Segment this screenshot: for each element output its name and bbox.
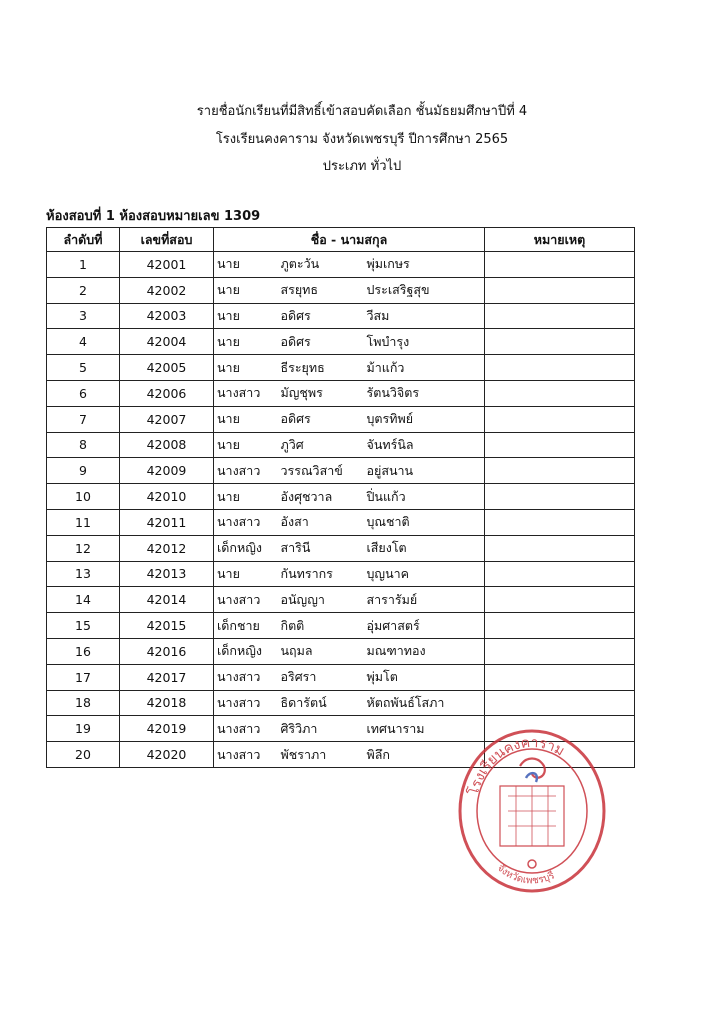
table-row [47,509,635,535]
col-header-note: หมายเหตุ [485,228,635,252]
cell-prefix: นาย [214,277,281,303]
cell-last-name: เทศนาราม [367,716,485,742]
cell-exam-id: 42017 [120,664,214,690]
cell-note [485,458,635,484]
cell-order: 2 [47,277,120,303]
cell-prefix: นางสาว [214,716,281,742]
table-row [47,664,635,690]
stamp-text-bottom: จังหวัดเพชรบุรี [494,862,557,887]
document-title-line-1: รายชื่อนักเรียนที่มีสิทธิ์เข้าสอบคัดเลือก ชั้นมัธยมศึกษาปีที่ 4 [196,104,528,119]
cell-last-name: บุญนาค [367,561,485,587]
cell-note [485,587,635,613]
cell-exam-id: 42005 [120,355,214,381]
table-header-row [47,228,635,252]
cell-note [485,509,635,535]
cell-order: 6 [47,380,120,406]
cell-note [485,380,635,406]
table-row [47,535,635,561]
cell-prefix: นาย [214,432,281,458]
cell-last-name: อยู่สนาน [367,458,485,484]
cell-exam-id: 42014 [120,587,214,613]
col-header-order: ลำดับที่ [47,228,120,252]
cell-first-name: นฤมล [281,638,367,664]
cell-last-name: อุ่มศาสตร์ [367,613,485,639]
cell-prefix: นาย [214,561,281,587]
cell-last-name: พิลึก [367,742,485,768]
cell-note [485,535,635,561]
cell-prefix: เด็กหญิง [214,535,281,561]
table-row [47,380,635,406]
cell-prefix: นาย [214,406,281,432]
cell-prefix: นางสาว [214,458,281,484]
cell-note [485,355,635,381]
svg-text:จังหวัดเพชรบุรี [495,863,557,887]
table-body [47,252,635,768]
cell-prefix: เด็กหญิง [214,638,281,664]
cell-first-name: กิตติ [281,613,367,639]
cell-note [485,329,635,355]
cell-prefix: เด็กชาย [214,613,281,639]
cell-exam-id: 42019 [120,716,214,742]
cell-last-name: ปิ่นแก้ว [367,484,485,510]
cell-prefix: นาย [214,303,281,329]
cell-order: 13 [47,561,120,587]
cell-last-name: สารารัมย์ [367,587,485,613]
cell-prefix: นาย [214,355,281,381]
cell-order: 9 [47,458,120,484]
cell-first-name: วรรณวิสาข์ [281,458,367,484]
cell-exam-id: 42007 [120,406,214,432]
table-row [47,458,635,484]
cell-note [485,406,635,432]
cell-prefix: นาย [214,252,281,278]
cell-prefix: นาย [214,484,281,510]
table-row [47,252,635,278]
cell-first-name: ภูตะวัน [281,252,367,278]
cell-note [485,277,635,303]
cell-first-name: ศิริวิภา [281,716,367,742]
cell-prefix: นางสาว [214,742,281,768]
cell-order: 18 [47,690,120,716]
col-header-exam-id: เลขที่สอบ [120,228,214,252]
table-row [47,277,635,303]
cell-order: 17 [47,664,120,690]
cell-note [485,484,635,510]
cell-first-name: อดิศร [281,329,367,355]
cell-prefix: นาย [214,329,281,355]
cell-first-name: มัญชุพร [281,380,367,406]
col-header-name: ชื่อ - นามสกุล [214,228,485,252]
cell-exam-id: 42010 [120,484,214,510]
cell-last-name: เสียงโต [367,535,485,561]
table-row [47,432,635,458]
table-row [47,406,635,432]
cell-first-name: พัชราภา [281,742,367,768]
cell-last-name: บุณชาติ [367,509,485,535]
cell-first-name: กันทรากร [281,561,367,587]
cell-note [485,252,635,278]
cell-exam-id: 42015 [120,613,214,639]
table-row [47,561,635,587]
cell-first-name: อดิศร [281,406,367,432]
school-seal-stamp [456,726,608,896]
cell-last-name: พุ่มโต [367,664,485,690]
cell-first-name: อังสา [281,509,367,535]
cell-note [485,432,635,458]
cell-order: 16 [47,638,120,664]
cell-last-name: จันทร์นิล [367,432,485,458]
cell-exam-id: 42003 [120,303,214,329]
cell-prefix: นางสาว [214,664,281,690]
exam-room-label: ห้องสอบที่ 1 ห้องสอบหมายเลข 1309 [46,209,261,224]
cell-order: 3 [47,303,120,329]
cell-exam-id: 42008 [120,432,214,458]
stamp-text-top: โรงเรียนคงคาราม [465,734,568,798]
table-row [47,329,635,355]
cell-first-name: ธิดารัตน์ [281,690,367,716]
cell-prefix: นางสาว [214,690,281,716]
cell-last-name: หัตถพันธ์โสภา [367,690,485,716]
table-row [47,355,635,381]
cell-last-name: ม้าแก้ว [367,355,485,381]
cell-exam-id: 42013 [120,561,214,587]
cell-order: 5 [47,355,120,381]
document-title-line-2: โรงเรียนคงคาราม จังหวัดเพชรบุรี ปีการศึกษา 2565 [215,132,509,147]
cell-exam-id: 42016 [120,638,214,664]
cell-first-name: อังศุชวาล [281,484,367,510]
cell-exam-id: 42004 [120,329,214,355]
cell-order: 19 [47,716,120,742]
cell-last-name: บุตรทิพย์ [367,406,485,432]
cell-order: 4 [47,329,120,355]
cell-order: 12 [47,535,120,561]
cell-first-name: ภูวิศ [281,432,367,458]
cell-order: 15 [47,613,120,639]
cell-order: 20 [47,742,120,768]
cell-exam-id: 42011 [120,509,214,535]
cell-last-name: มณฑาทอง [367,638,485,664]
cell-note [485,690,635,716]
cell-order: 11 [47,509,120,535]
table-row [47,587,635,613]
cell-last-name: วีสม [367,303,485,329]
cell-note [485,664,635,690]
cell-exam-id: 42006 [120,380,214,406]
cell-first-name: อนัญญา [281,587,367,613]
cell-note [485,638,635,664]
cell-last-name: ประเสริฐสุข [367,277,485,303]
cell-exam-id: 42002 [120,277,214,303]
cell-first-name: สารินี [281,535,367,561]
cell-exam-id: 42001 [120,252,214,278]
cell-first-name: ธีระยุทธ [281,355,367,381]
cell-prefix: นางสาว [214,509,281,535]
cell-prefix: นางสาว [214,587,281,613]
cell-first-name: สรยุทธ [281,277,367,303]
cell-order: 8 [47,432,120,458]
document-title-line-3: ประเภท ทั่วไป [322,159,402,174]
cell-order: 7 [47,406,120,432]
cell-note [485,613,635,639]
cell-exam-id: 42012 [120,535,214,561]
table-row [47,690,635,716]
cell-last-name: พุ่มเกษร [367,252,485,278]
cell-exam-id: 42009 [120,458,214,484]
cell-last-name: รัตนวิจิตร [367,380,485,406]
table-row [47,484,635,510]
table-row [47,638,635,664]
cell-exam-id: 42018 [120,690,214,716]
table-row [47,303,635,329]
cell-order: 1 [47,252,120,278]
cell-order: 10 [47,484,120,510]
cell-first-name: อดิศร [281,303,367,329]
cell-first-name: อริศรา [281,664,367,690]
cell-note [485,561,635,587]
table-row [47,613,635,639]
cell-order: 14 [47,587,120,613]
cell-prefix: นางสาว [214,380,281,406]
cell-note [485,303,635,329]
cell-last-name: โพบำรุง [367,329,485,355]
student-list-table [46,227,635,768]
cell-exam-id: 42020 [120,742,214,768]
